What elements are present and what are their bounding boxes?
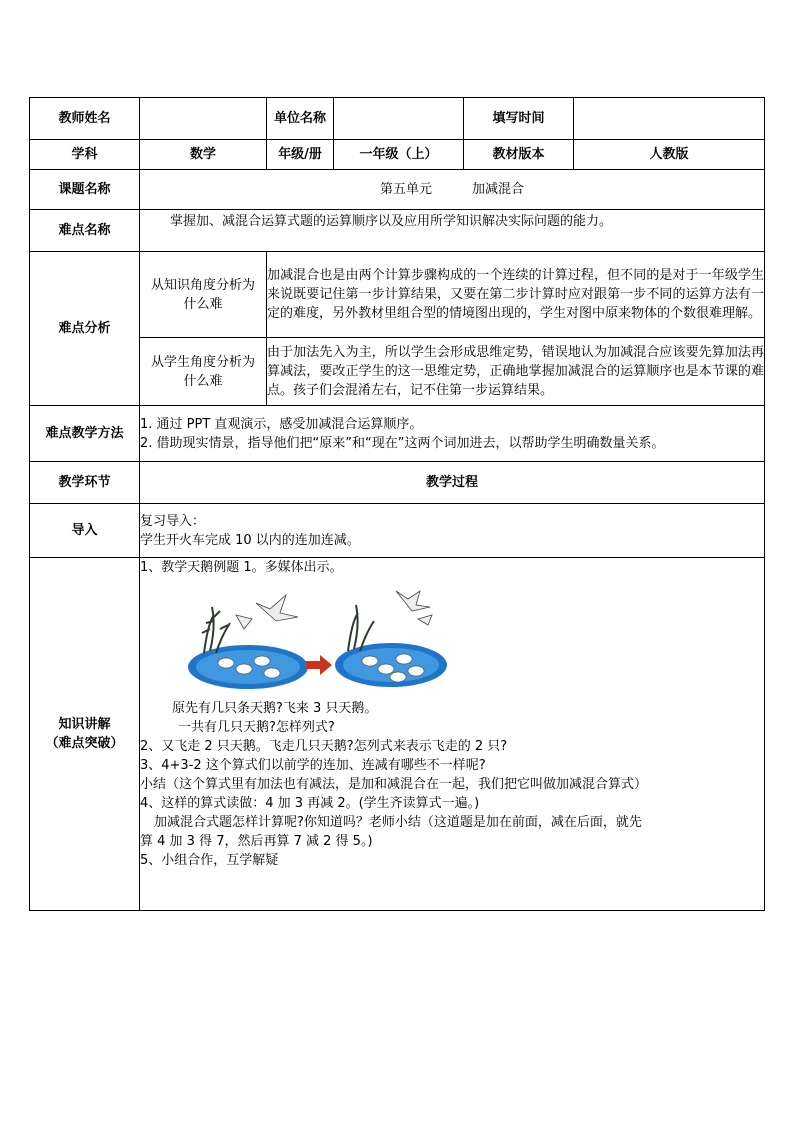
difficulty-text: 掌握加、减混合运算式题的运算顺序以及应用所学知识解决实际问题的能力。 <box>140 210 765 252</box>
difficulty-label: 难点名称 <box>30 210 140 252</box>
knowledge-angle-text: 加减混合也是由两个计算步骤构成的一个连续的计算过程，但不同的是对于一年级学生来说既要记住第一步计算结果，又要在第二步计算时应对跟第一步不同的运算方法有一定的难度，另外教材里组合型的情境图出现的，学生对图中原来物体的个数很难理解。 <box>267 252 765 338</box>
lecture-line-8: 加减混合式题怎样计算呢?你知道吗？老师小结（这道题是加在前面，减在后面，就先 <box>154 815 642 830</box>
fill-time-label: 填写时间 <box>464 98 574 140</box>
student-angle-text: 由于加法先入为主，所以学生会形成思维定势，错误地认为加减混合应该要先算加法再算减法，要改正学生的这一思维定势，正确地掌握加减混合的运算顺序也是本节课的难点。孩子们会混淆左右，记不住第一步运算结果。 <box>267 338 765 406</box>
lecture-label <box>30 558 140 911</box>
lecture-line-9: 算 4 加 3 得 7，然后再算 7 减 2 得 5。) <box>140 834 373 849</box>
lecture-line-1: 1、教学天鹅例题 1。多媒体出示。 <box>140 560 343 575</box>
methods-list <box>140 406 765 462</box>
knowledge-angle-label: 从知识角度分析为什么难 <box>140 252 267 338</box>
unit-name-label: 单位名称 <box>267 98 334 140</box>
analysis-label: 难点分析 <box>30 252 140 406</box>
lecture-line-3: 一共有几只天鹅?怎样列式? <box>178 720 335 735</box>
textbook-version-value: 人教版 <box>574 140 765 170</box>
textbook-version-label: 教材版本 <box>464 140 574 170</box>
intro-line-1: 复习导入： <box>140 513 206 529</box>
swan-illustration <box>186 583 448 693</box>
topic-label: 课题名称 <box>30 170 140 210</box>
grade-value: 一年级（上） <box>334 140 464 170</box>
lecture-label-line-2: （难点突破） <box>45 736 124 751</box>
teacher-name-value <box>140 98 267 140</box>
lecture-line-6: 小结（这个算式里有加法也有减法，是加和减混合在一起，我们把它叫做加减混合算式） <box>140 777 648 792</box>
method-item-1: 1. 通过 PPT 直观演示，感受加减混合运算顺序。 <box>140 416 423 432</box>
lecture-line-10: 5、小组合作，互学解疑 <box>140 853 279 868</box>
teaching-process-header: 教学过程 <box>140 462 765 504</box>
subject-label: 学科 <box>30 140 140 170</box>
lecture-label-line-1: 知识讲解 <box>58 717 111 732</box>
intro-label: 导入 <box>30 504 140 558</box>
student-angle-label: 从学生角度分析为什么难 <box>140 338 267 406</box>
intro-line-2: 学生开火车完成 10 以内的连加连减。 <box>140 532 360 548</box>
lecture-line-2: 原先有几只条天鹅?飞来 3 只天鹅。 <box>172 701 378 716</box>
intro-content <box>140 504 765 558</box>
topic-unit: 第五单元 <box>379 182 432 197</box>
fill-time-value <box>574 98 765 140</box>
unit-name-value <box>334 98 464 140</box>
methods-label: 难点教学方法 <box>30 406 140 462</box>
grade-label: 年级/册 <box>267 140 334 170</box>
teacher-name-label: 教师姓名 <box>30 98 140 140</box>
topic-title: 加减混合 <box>472 182 525 197</box>
lecture-content <box>140 558 765 911</box>
lesson-plan-table <box>29 97 765 911</box>
subject-value: 数学 <box>140 140 267 170</box>
method-item-2: 2. 借助现实情景，指导他们把“原来”和“现在”这两个词加进去，以帮助学生明确数量关系。 <box>140 435 665 451</box>
lecture-line-4: 2、又飞走 2 只天鹅。飞走几只天鹅?怎列式来表示飞走的 2 只? <box>140 739 508 754</box>
topic-value <box>140 170 765 210</box>
lecture-line-5: 3、4+3-2 这个算式们以前学的连加、连减有哪些不一样呢? <box>140 758 486 773</box>
teaching-step-label: 教学环节 <box>30 462 140 504</box>
lecture-line-7: 4、这样的算式读做：4 加 3 再减 2。(学生齐读算式一遍。) <box>140 796 480 811</box>
